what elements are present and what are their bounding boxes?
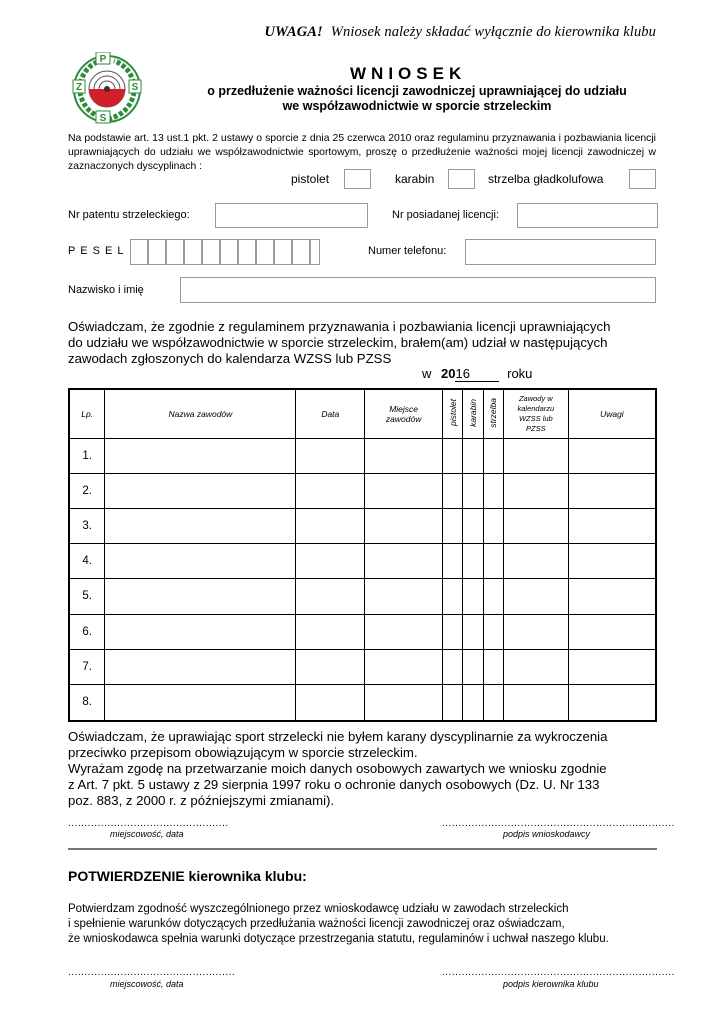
- table-row: [69, 614, 656, 649]
- pesel-digit-11[interactable]: [310, 239, 320, 265]
- table-cell[interactable]: [296, 579, 365, 614]
- table-cell[interactable]: [503, 438, 568, 473]
- row-number: 5.: [69, 579, 105, 614]
- license-input[interactable]: [517, 203, 658, 228]
- form-title: WNIOSEK: [350, 64, 467, 83]
- confirmation-line-1: Potwierdzam zgodność wyszczególnionego przez wnioskodawcę udziału w zawodach strzeleckich: [68, 903, 569, 915]
- table-cell[interactable]: [463, 544, 484, 579]
- manager-signature-line[interactable]: .......................................................................: [442, 967, 675, 978]
- table-cell[interactable]: [483, 649, 503, 684]
- discipline-rifle-checkbox[interactable]: [448, 169, 475, 189]
- declaration2-line-2: przeciwko przepisom obowiązującym w sporcie strzeleckim.: [68, 745, 418, 760]
- table-cell[interactable]: [503, 579, 568, 614]
- phone-input[interactable]: [465, 239, 656, 265]
- pesel-digit-4[interactable]: [184, 239, 202, 265]
- applicant-place-date-line[interactable]: .................................................: [68, 818, 229, 829]
- confirmation-text: [68, 902, 668, 947]
- manager-place-date-label: miejscowość, data: [110, 979, 184, 989]
- table-cell[interactable]: [503, 473, 568, 508]
- table-cell[interactable]: [443, 614, 463, 649]
- row-number: 1.: [69, 438, 105, 473]
- col-lp: Lp.: [69, 389, 105, 438]
- pzss-logo: [72, 52, 142, 124]
- subtitle-line-1: o przedłużenie ważności licencji zawodniczej uprawniającej do udziału: [207, 84, 627, 98]
- confirmation-line-2: i spełnienie warunków dotyczących przedłużania ważności licencji zawodniczej oraz oświadczam,: [68, 918, 565, 930]
- competitions-table: [68, 388, 657, 722]
- table-cell[interactable]: [443, 473, 463, 508]
- col-shotgun-label: strzelba: [488, 397, 499, 428]
- notice: [264, 24, 656, 41]
- patent-input[interactable]: [215, 203, 368, 228]
- table-cell[interactable]: [568, 438, 656, 473]
- table-cell[interactable]: [365, 544, 443, 579]
- table-cell[interactable]: [503, 649, 568, 684]
- table-cell[interactable]: [568, 684, 656, 721]
- row-number: 6.: [69, 614, 105, 649]
- section-divider: [68, 848, 657, 850]
- col-pistol-label: pistolet: [447, 399, 458, 427]
- table-cell[interactable]: [105, 508, 296, 543]
- table-row: [69, 473, 656, 508]
- col-rifle: [463, 389, 484, 438]
- logo-letter-s1: S: [131, 82, 139, 93]
- table-row: [69, 684, 656, 721]
- col-calendar: Zawody w kalendarzu WZSS lub PZSS: [503, 389, 568, 438]
- pesel-label: P E S E L: [68, 245, 125, 257]
- row-number: 3.: [69, 508, 105, 543]
- table-cell[interactable]: [443, 438, 463, 473]
- year-bold: 20: [441, 366, 456, 381]
- col-shotgun: [483, 389, 503, 438]
- intro-text: Na podstawie art. 13 ust.1 pkt. 2 ustawy o sporcie z dnia 25 czerwca 2010 oraz regulaminu przyznawania i pozbawiania licencji uprawniających do udziału we współzawodnictwie sportowym, proszę o przedłużenie ważności mojej licencji zawodniczej w zaznaczonych dyscyplinach :: [68, 133, 656, 172]
- confirmation-heading: POTWIERDZENIE kierownika klubu:: [68, 868, 307, 884]
- table-cell[interactable]: [463, 438, 484, 473]
- year-rest: 16: [455, 366, 499, 382]
- table-cell[interactable]: [568, 579, 656, 614]
- table-cell[interactable]: [105, 684, 296, 721]
- year-prefix: w: [422, 366, 432, 381]
- table-cell[interactable]: [365, 473, 443, 508]
- table-cell[interactable]: [365, 508, 443, 543]
- table-cell[interactable]: [443, 684, 463, 721]
- table-cell[interactable]: [483, 508, 503, 543]
- table-cell[interactable]: [483, 684, 503, 721]
- table-cell[interactable]: [483, 438, 503, 473]
- table-cell[interactable]: [463, 649, 484, 684]
- table-cell[interactable]: [365, 649, 443, 684]
- discipline-pistol-checkbox[interactable]: [344, 169, 371, 189]
- year-line: [422, 366, 532, 382]
- pesel-digit-7[interactable]: [238, 239, 256, 265]
- notice-text: Wniosek należy składać wyłącznie do kierownika klubu: [330, 24, 656, 40]
- pesel-digit-6[interactable]: [220, 239, 238, 265]
- table-row: [69, 544, 656, 579]
- table-cell[interactable]: [483, 473, 503, 508]
- manager-signature-label: podpis kierownika klubu: [503, 979, 599, 989]
- pesel-digit-2[interactable]: [148, 239, 166, 265]
- license-label: Nr posiadanej licencji:: [392, 209, 499, 221]
- applicant-place-date-label: miejscowość, data: [110, 829, 184, 839]
- table-cell[interactable]: [443, 508, 463, 543]
- table-cell[interactable]: [105, 473, 296, 508]
- discipline-pistol-label: pistolet: [291, 172, 330, 186]
- col-pistol: [443, 389, 463, 438]
- declaration2-line-1: Oświadczam, że uprawiając sport strzelecki nie byłem karany dyscyplinarnie za wykroczenia: [68, 729, 608, 744]
- table-cell[interactable]: [503, 684, 568, 721]
- col-rifle-label: karabin: [467, 398, 478, 427]
- table-cell[interactable]: [483, 579, 503, 614]
- table-cell[interactable]: [568, 614, 656, 649]
- table-cell[interactable]: [365, 579, 443, 614]
- table-cell[interactable]: [463, 614, 484, 649]
- logo-letter-z: Z: [75, 82, 83, 93]
- table-cell[interactable]: [463, 579, 484, 614]
- table-cell[interactable]: [483, 614, 503, 649]
- discipline-shotgun-label: strzelba gładkolufowa: [488, 172, 604, 186]
- table-cell[interactable]: [365, 438, 443, 473]
- table-cell[interactable]: [568, 544, 656, 579]
- col-place: Miejsce zawodów: [365, 389, 443, 438]
- notice-bold: UWAGA!: [264, 24, 323, 40]
- form-subtitle: [150, 84, 684, 114]
- table-cell[interactable]: [568, 508, 656, 543]
- applicant-signature-line[interactable]: .......................................................................: [442, 818, 675, 829]
- table-row: [69, 579, 656, 614]
- table-cell[interactable]: [503, 508, 568, 543]
- competition-declaration: Oświadczam, że zgodnie z regulaminem przyznawania i pozbawiania licencji uprawniających do udziału we współzawodnictwie w sporcie strzeleckim, brałem(am) udział w następujących zawodach zgłoszonych do kalendarza WZSS lub PZSS: [68, 319, 611, 366]
- table-cell[interactable]: [503, 544, 568, 579]
- table-cell[interactable]: [463, 473, 484, 508]
- table-cell[interactable]: [463, 508, 484, 543]
- pesel-digit-9[interactable]: [274, 239, 292, 265]
- pesel-digit-5[interactable]: [202, 239, 220, 265]
- table-cell[interactable]: [443, 544, 463, 579]
- table-cell[interactable]: [296, 508, 365, 543]
- table-cell[interactable]: [296, 473, 365, 508]
- name-input[interactable]: [180, 277, 656, 303]
- table-cell[interactable]: [296, 544, 365, 579]
- declaration2-line-3: Wyrażam zgodę na przetwarzanie moich danych osobowych zawartych we wniosku zgodnie: [68, 761, 607, 776]
- table-cell[interactable]: [365, 684, 443, 721]
- manager-place-date-line[interactable]: ...................................................: [68, 967, 236, 978]
- year-suffix: roku: [507, 366, 533, 381]
- table-cell[interactable]: [105, 579, 296, 614]
- table-cell[interactable]: [568, 649, 656, 684]
- table-cell[interactable]: [296, 684, 365, 721]
- discipline-rifle-label: karabin: [395, 172, 435, 186]
- logo-letter-s2: S: [99, 113, 107, 124]
- row-number: 2.: [69, 473, 105, 508]
- pesel-digit-8[interactable]: [256, 239, 274, 265]
- pesel-digit-1[interactable]: [130, 239, 148, 265]
- col-name: Nazwa zawodów: [105, 389, 296, 438]
- table-row: [69, 508, 656, 543]
- declaration2-line-5: poz. 883, z 2000 r. z późniejszymi zmianami).: [68, 793, 335, 808]
- applicant-signature-label: podpis wnioskodawcy: [503, 829, 591, 839]
- table-cell[interactable]: [503, 614, 568, 649]
- pesel-digit-3[interactable]: [166, 239, 184, 265]
- pesel-digit-10[interactable]: [292, 239, 310, 265]
- table-cell[interactable]: [443, 649, 463, 684]
- phone-label: Numer telefonu:: [368, 245, 447, 257]
- col-date: Data: [296, 389, 365, 438]
- patent-label: Nr patentu strzeleckiego:: [68, 209, 190, 221]
- logo-letter-p: P: [99, 54, 107, 65]
- table-row: [69, 649, 656, 684]
- table-cell[interactable]: [296, 438, 365, 473]
- table-cell[interactable]: [105, 649, 296, 684]
- row-number: 4.: [69, 544, 105, 579]
- table-row: [69, 438, 656, 473]
- table-cell[interactable]: [443, 579, 463, 614]
- table-cell[interactable]: [105, 544, 296, 579]
- discipline-shotgun-checkbox[interactable]: [629, 169, 656, 189]
- declaration2-line-4: z Art. 7 pkt. 5 ustawy z 29 sierpnia 1997 roku o ochronie danych osobowych (Dz. U. Nr 133: [68, 777, 600, 792]
- table-cell[interactable]: [105, 438, 296, 473]
- name-label: Nazwisko i imię: [68, 284, 144, 296]
- table-cell[interactable]: [105, 614, 296, 649]
- table-cell[interactable]: [483, 544, 503, 579]
- row-number: 7.: [69, 649, 105, 684]
- table-cell[interactable]: [365, 614, 443, 649]
- table-cell[interactable]: [296, 614, 365, 649]
- col-notes: Uwagi: [568, 389, 656, 438]
- table-cell[interactable]: [296, 649, 365, 684]
- confirmation-line-3: że wnioskodawca spełnia warunki dotyczące przestrzegania statutu, regulaminów i uchwał naszego klubu.: [68, 933, 609, 945]
- row-number: 8.: [69, 684, 105, 721]
- table-cell[interactable]: [568, 473, 656, 508]
- disciplinary-declaration: [68, 729, 668, 809]
- table-cell[interactable]: [463, 684, 484, 721]
- subtitle-line-2: we współzawodnictwie w sporcie strzeleckim: [282, 99, 552, 113]
